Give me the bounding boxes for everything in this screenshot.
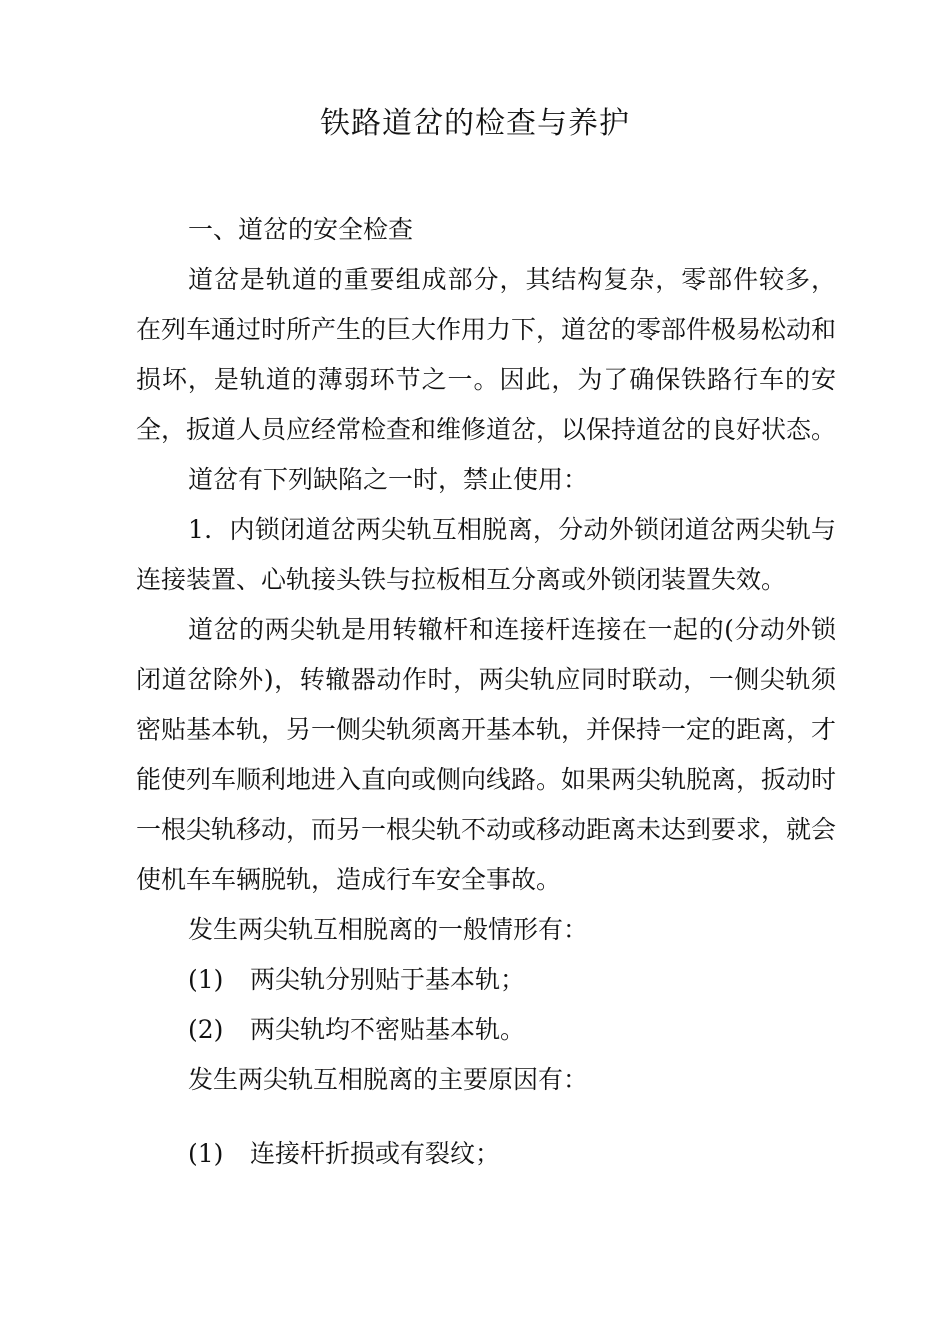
page-title: 铁路道岔的检查与养护 — [320, 106, 630, 141]
intro-paragraph: 道岔是轨道的重要组成部分，其结构复杂，零部件较多，在列车通过时所产生的巨大作用力下，道岔的零部件极易松动和损坏，是轨道的薄弱环节之一。因此，为了确保铁路行车的安全，扳道人员应经常检查和维修道岔，以保持道岔的良好状态。 — [136, 265, 837, 444]
situations-intro: 发生两尖轨互相脱离的一般情形有： — [188, 915, 589, 944]
causes-intro: 发生两尖轨互相脱离的主要原因有： — [188, 1065, 589, 1094]
list-number: (1) — [188, 965, 224, 994]
document-body — [136, 205, 836, 1179]
situation-item — [136, 1005, 836, 1055]
list-text: 两尖轨均不密贴基本轨。 — [250, 1015, 526, 1044]
list-number: (2) — [188, 1015, 224, 1044]
explanation-paragraph: 道岔的两尖轨是用转辙杆和连接杆连接在一起的(分动外锁闭道岔除外)，转辙器动作时，两尖轨应同时联动，一侧尖轨须密贴基本轨，另一侧尖轨须离开基本轨，并保持一定的距离，才能使列车顺利地进入直向或侧向线路。如果两尖轨脱离，扳动时一根尖轨移动，而另一根尖轨不动或移动距离未达到要求，就会使机车车辆脱轨，造成行车安全事故。 — [136, 615, 837, 894]
defect-item-1: 1．内锁闭道岔两尖轨互相脱离，分动外锁闭道岔两尖轨与连接装置、心轨接头铁与拉板相互分离或外锁闭装置失效。 — [136, 515, 836, 594]
list-text: 两尖轨分别贴于基本轨； — [250, 965, 526, 994]
section-heading: 一、道岔的安全检查 — [188, 215, 414, 244]
list-number: (1) — [188, 1139, 224, 1168]
situation-item — [136, 955, 836, 1005]
list-text: 连接杆折损或有裂纹； — [250, 1139, 501, 1168]
defects-intro: 道岔有下列缺陷之一时，禁止使用： — [188, 465, 589, 494]
cause-item — [136, 1129, 836, 1179]
